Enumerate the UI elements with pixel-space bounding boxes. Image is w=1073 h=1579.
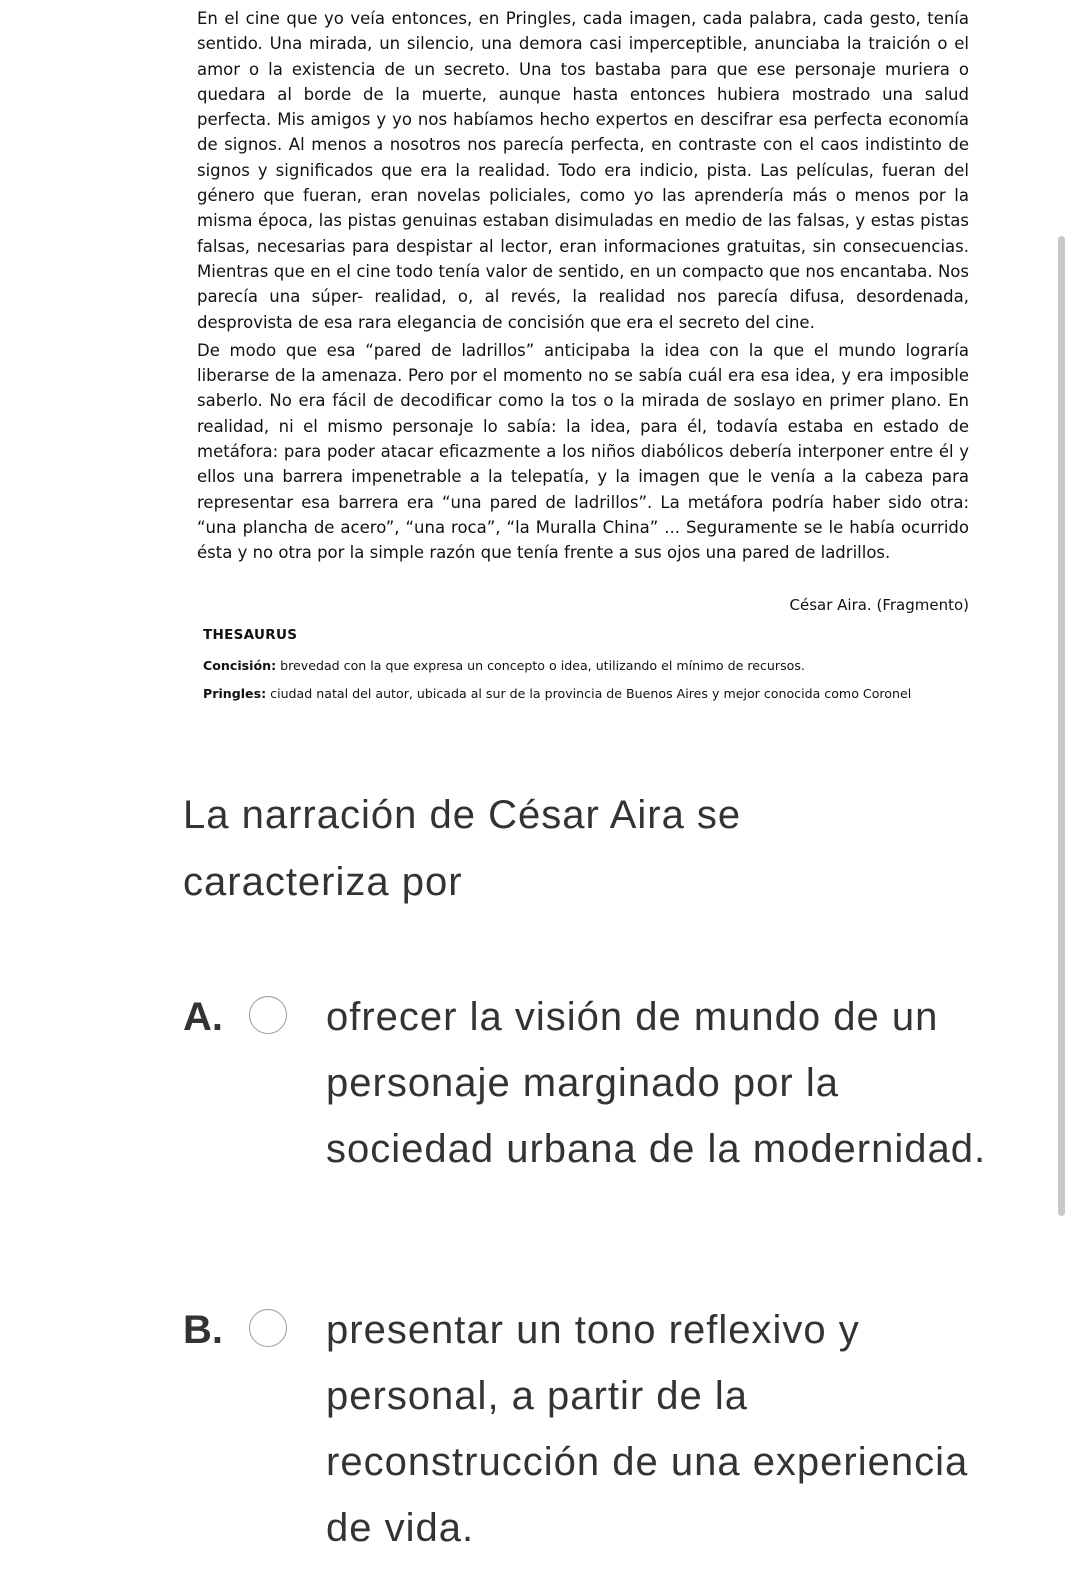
option-text[interactable]: presentar un tono reflexivo y personal, a partir de la reconstrucción de una experiencia de vida. [326, 1308, 969, 1550]
thesaurus-term: Concisión: [203, 658, 277, 673]
reading-passage [197, 6, 969, 566]
radio-button-b[interactable] [249, 1309, 287, 1347]
thesaurus-definition: ciudad natal del autor, ubicada al sur de la provincia de Buenos Aires y mejor conocida como Coronel [266, 686, 912, 701]
thesaurus-term: Pringles: [203, 686, 267, 701]
thesaurus-definition: brevedad con la que expresa un concepto o idea, utilizando el mínimo de recursos. [276, 658, 805, 673]
option-text[interactable]: ofrecer la visión de mundo de un personaje marginado por la sociedad urbana de la modernidad. [326, 995, 987, 1171]
thesaurus-entry [203, 686, 973, 701]
option-letter: A. [183, 995, 223, 1039]
radio-button-a[interactable] [249, 996, 287, 1034]
question-prompt: La narración de César Aira se caracteriza por [183, 793, 742, 904]
passage-author: César Aira. (Fragmento) [789, 596, 969, 614]
vertical-scrollbar[interactable] [1058, 236, 1065, 1216]
thesaurus-title: THESAURUS [203, 627, 298, 643]
option-letter: B. [183, 1308, 223, 1352]
passage-paragraph-2: De modo que esa “pared de ladrillos” anticipaba la idea con la que el mundo lograría liberarse de la amenaza. Pero por el momento no se sabía cuál era esa idea, y era imposible saberlo. No era fácil de decodificar como la tos o la mirada de soslayo en primer plano. En realidad, ni el mismo personaje lo sabía: la idea, para él, todavía estaba en estado de metáfora: para poder atacar eficazmente a los niños diabólicos debería interponer entre él y ellos una barrera impenetrable a la telepatía, y la imagen que le venía a la cabeza para representar esa barrera era “una pared de ladrillos”. La metáfora podría haber sido otra: “una plancha de acero”, “una roca”, “la Muralla China” ... Seguramente se le había ocurrido ésta y no otra por la simple razón que tenía frente a sus ojos una pared de ladrillos. [197, 340, 969, 563]
thesaurus-entry [203, 658, 973, 673]
passage-paragraph-1: En el cine que yo veía entonces, en Pringles, cada imagen, cada palabra, cada gesto, tenía sentido. Una mirada, un silencio, una demora casi imperceptible, anunciaba la traición o el amor o la existencia de un secreto. Una tos bastaba para que ese personaje muriera o quedara al borde de la muerte, aunque hasta entonces hubiera mostrado una salud perfecta. Mis amigos y yo nos habíamos hecho expertos en descifrar esa perfecta economía de signos. Al menos a nosotros nos parecía perfecta, en contraste con el caos indistinto de signos y significados que era la realidad. Todo era indicio, pista. Las películas, fueran del género que fueran, eran novelas policiales, como yo las aprendería más o menos por la misma época, las pistas genuinas estaban disimuladas en medio de las falsas, y estas pistas falsas, necesarias para despistar al lector, eran informaciones gratuitas, sin consecuencias. Mientras que en el cine todo tenía valor de sentido, en un compacto que nos encantaba. Nos parecía una súper- realidad, o, al revés, la realidad nos parecía difusa, desordenada, desprovista de esa rara elegancia de concisión que era el secreto del cine. [197, 9, 969, 332]
